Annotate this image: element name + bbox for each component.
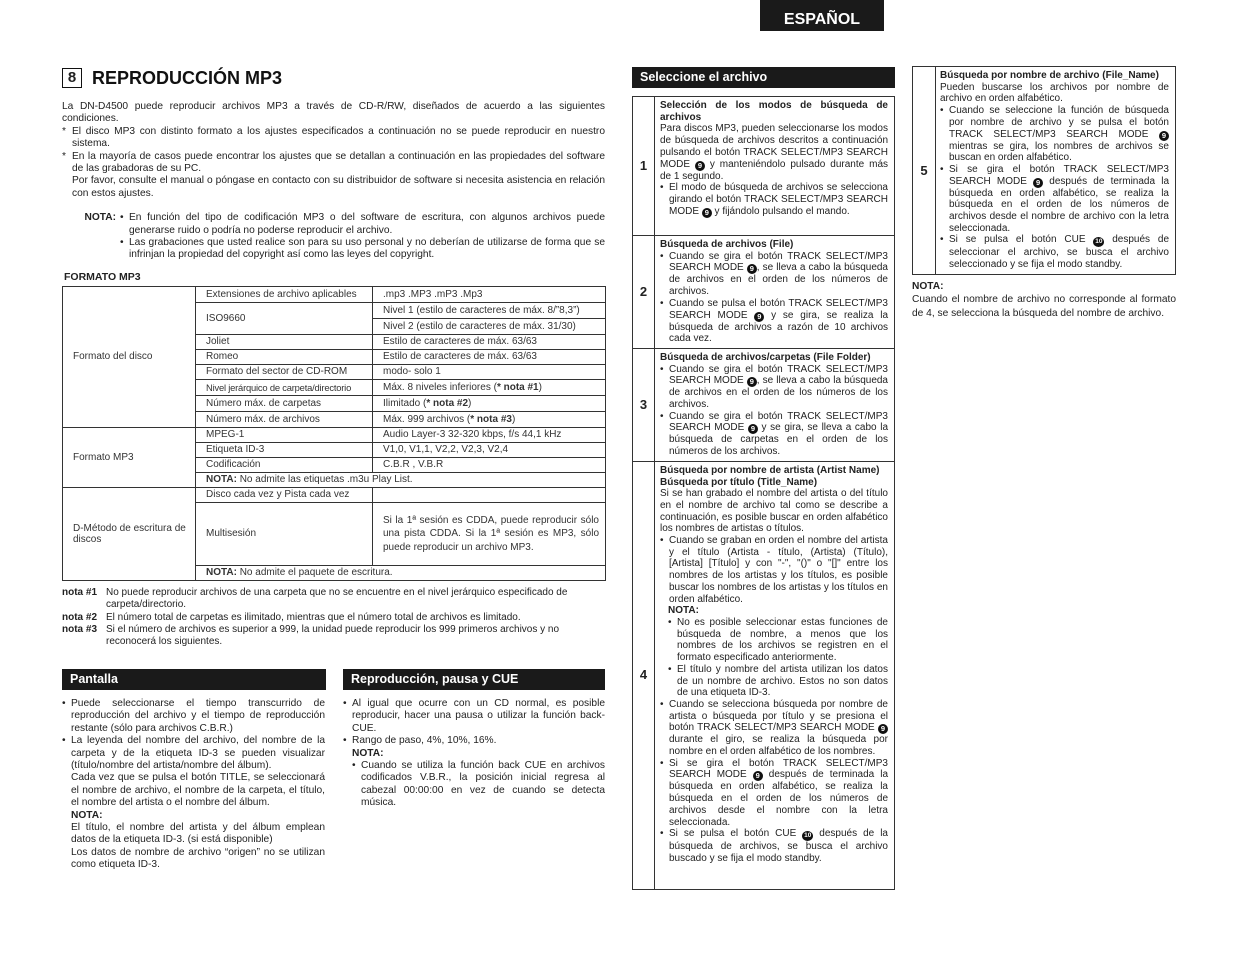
table-cell: Nivel jerárquico de carpeta/directorio — [196, 380, 373, 396]
step-number: 4 — [633, 461, 655, 889]
reproduccion-body: • Al igual que ocurre con un CD normal, es posible reproducir, hacer una pausa o utilizar la función back-CUE. • Rango de paso, 4%, 10%, 16%. NOTA: • Cuando se utiliza la función back CUE en archivos codificados V.B.R., la posición inicial regresa al cabezal 00:00:00 en vez de cuando se detecta música. — [343, 698, 605, 809]
table-cell: Joliet — [196, 335, 373, 350]
knob-9-icon: 9 — [747, 264, 757, 274]
pantalla-text: Cada vez que se pulsa el botón TITLE, se seleccionará el nombre de archivo, el nombre de la carpeta, el título, el nombre del artista o el nombre del álbum. — [71, 772, 325, 809]
knob-9-icon: 9 — [754, 312, 764, 322]
table-cell: Nivel 1 (estilo de caracteres de máx. 8/”8,3”) — [373, 303, 606, 319]
knob-9-icon: 9 — [702, 208, 712, 218]
step-row — [633, 97, 895, 236]
step-number: 1 — [633, 97, 655, 236]
table-row — [63, 428, 606, 443]
steps-table — [632, 96, 895, 890]
table-cell: NOTA: No admite el paquete de escritura. — [196, 566, 606, 581]
seleccione-nota — [912, 281, 1176, 320]
table-cell: modo- solo 1 — [373, 365, 606, 380]
step-text: Búsqueda por nombre de archivo (File_Name) Pueden buscarse los archivos por nombre de archivo en orden alfabético. • Cuando se seleccione la función de búsqueda por nombre de archivo y se pulsa el botón TRACK SELECT/MP3 SEARCH MODE 9 mientras se gira, los nombres de archivos se buscan en orden alfabético. • Si se gira el botón TRACK SELECT/MP3 SEARCH MODE 9 después de terminada la búsqueda en orden alfabético, se realiza la búsqueda en el orden de los números de archivos desde el nombre de archivo con la letra seleccionada. • Si se pulsa el botón CUE 10 después de seleccionar el archivo, se busca el archivo seleccionado y se fija el modo standby. — [936, 67, 1176, 275]
pantalla-text: El título, el nombre del artista y del álbum emplean datos de la etiqueta ID-3. (si está disponible) — [71, 822, 325, 846]
knob-9-icon: 9 — [1159, 131, 1169, 141]
intro-asterisk-2: * En la mayoría de casos puede encontrar los ajustes que se detallan a continuación en las propiedades del software de las grabadoras de su PC. — [62, 150, 605, 175]
table-cell: Etiqueta ID-3 — [196, 443, 373, 458]
knob-9-icon: 9 — [1033, 178, 1043, 188]
table-cell: MPEG-1 — [196, 428, 373, 443]
cue-button-10-icon: 10 — [804, 832, 812, 840]
table-cell: .mp3 .MP3 .mP3 .Mp3 — [373, 287, 606, 303]
table-cell: Número máx. de archivos — [196, 412, 373, 428]
intro-paragraph: La DN-D4500 puede reproducir archivos MP3 a través de CD-R/RW, diseñados de acuerdo a las siguientes condiciones. — [62, 101, 605, 125]
table-cell: V1,0, V1,1, V2,2, V2,3, V2,4 — [373, 443, 606, 458]
step5-table — [912, 66, 1176, 275]
format-group-mp3: Formato MP3 — [63, 428, 196, 488]
cue-button-10-icon: 10 — [1095, 238, 1103, 246]
pantalla-heading: Pantalla — [62, 669, 326, 690]
step-text: Búsqueda de archivos (File) • Cuando se gira el botón TRACK SELECT/MP3 SEARCH MODE 9 , se lleva a cabo la búsqueda de archivos en el orden de los números de archivos. • Cuando se pulsa el botón TRACK SELECT/MP3 SEARCH MODE 9 y se gira, se realiza la búsqueda de archivos a razón de 10 archivos cada vez. — [655, 236, 895, 349]
reproduccion-heading: Reproducción, pausa y CUE — [343, 669, 605, 690]
step-row — [633, 461, 895, 889]
format-title: FORMATO MP3 — [64, 271, 141, 283]
table-row — [63, 488, 606, 503]
knob-9-icon: 9 — [747, 377, 757, 387]
table-cell: ISO9660 — [196, 303, 373, 335]
table-cell: Ilimitado (* nota #2) — [373, 396, 606, 412]
reproduccion-nota-label: NOTA: — [352, 747, 384, 759]
step-row — [633, 348, 895, 461]
table-cell: C.B.R , V.B.R — [373, 458, 606, 473]
table-cell: Máx. 999 archivos (* nota #3) — [373, 412, 606, 428]
seleccione-nota-text: Cuando el nombre de archivo no corresponde al formato de 4, se selecciona la búsqueda del nombre de archivo. — [912, 294, 1176, 319]
pantalla-text: Los datos de nombre de archivo “origen” no se utilizan como etiqueta ID-3. — [71, 846, 325, 871]
footnote: nota #2 El número total de carpetas es ilimitado, mientras que el número total de archivos es limitado. — [62, 611, 521, 623]
intro-asterisk-2b: Por favor, consulte el manual o póngase en contacto con su distribuidor de software si necesita asistencia en relación con estos ajustes. — [72, 175, 605, 199]
section-number: 8 — [62, 68, 82, 88]
page-title: REPRODUCCIÓN MP3 — [92, 67, 283, 88]
language-tab: ESPAÑOL — [760, 0, 884, 31]
table-cell: Extensiones de archivo aplicables — [196, 287, 373, 303]
table-cell: Nivel 2 (estilo de caracteres de máx. 31/30) — [373, 319, 606, 335]
step-text: Búsqueda de archivos/carpetas (File Folder) • Cuando se gira el botón TRACK SELECT/MP3 SEARCH MODE 9 , se lleva a cabo la búsqueda de archivos en el orden de los números de los archivos. • Cuando se gira el botón TRACK SELECT/MP3 SEARCH MODE 9 y se gira, se lleva a cabo la búsqueda de carpetas en el orden de los números de los archivos. — [655, 348, 895, 461]
table-cell: Número máx. de carpetas — [196, 396, 373, 412]
step-text: Selección de los modos de búsqueda de archivos Para discos MP3, pueden seleccionarse los modos de búsqueda de archivos descritos a continuación pulsando el botón TRACK SELECT/MP3 SEARCH MODE 9 y manteniéndolo pulsado durante más de 1 segundo. • El modo de búsqueda de archivos se selecciona girando el botón TRACK SELECT/MP3 SEARCH MODE 9 y fijándolo pulsando el mando. — [655, 97, 895, 236]
knob-9-icon: 9 — [753, 771, 763, 781]
intro-asterisk-1: * El disco MP3 con distinto formato a los ajustes especificados a continuación no se puede reproducir en nuestro sistema. — [62, 125, 605, 150]
table-cell: Romeo — [196, 350, 373, 365]
table-cell: Multisesión — [196, 503, 373, 566]
seleccione-nota-label: NOTA: — [912, 281, 944, 292]
table-cell: Si la 1ª sesión es CDDA, puede reproducir sólo una pista CDDA. Si la 1ª sesión es MP3, sólo puede reproducir un archivo MP3. — [373, 503, 606, 566]
knob-9-icon: 9 — [878, 724, 888, 734]
knob-9-icon: 9 — [695, 161, 705, 171]
table-cell: Codificación — [196, 458, 373, 473]
footnote: nota #1 No puede reproducir archivos de una carpeta que no se encuentre en el nivel jerárquico especificado de carpeta/directorio. — [62, 587, 568, 611]
intro-nota: NOTA: • En función del tipo de codificación MP3 o del software de escritura, con algunos archivos puede generarse ruido o podría no poderse reproducir el archivo. • Las grabaciones que usted realice son para su uso personal y no deberían de utilizarse de forma que se infrinjan la propiedad del copyright así como las leyes del copyright. — [84, 212, 605, 261]
footnotes — [62, 587, 607, 648]
table-cell: Disco cada vez y Pista cada vez — [196, 488, 373, 503]
intro — [62, 101, 605, 262]
step-number: 2 — [633, 236, 655, 349]
format-table — [62, 286, 606, 581]
step-row — [913, 67, 1176, 275]
pantalla-body: • Puede seleccionarse el tiempo transcurrido de reproducción del archivo y el tiempo de reproducción restante (sólo para archivos C.B.R.) • La leyenda del nombre del archivo, del nombre de la carpeta y de la etiqueta ID-3 se pueden visualizar (título/nombre del artista/nombre del álbum). Cada vez que se pulsa el botón TITLE, se seleccionará el nombre de archivo, el nombre de la carpeta, el título, el nombre del artista o el nombre del álbum. NOTA: El título, el nombre del artista y del álbum emplean datos de la etiqueta ID-3. (si está disponible) Los datos de nombre de archivo “origen” no se utilizan como etiqueta ID-3. — [62, 698, 325, 871]
step-number: 3 — [633, 348, 655, 461]
pantalla-nota-label: NOTA: — [71, 809, 103, 821]
table-cell: Audio Layer-3 32-320 kbps, f/s 44,1 kHz — [373, 428, 606, 443]
table-cell: NOTA: No admite las etiquetas .m3u Play List. — [196, 473, 606, 488]
table-cell: Estilo de caracteres de máx. 63/63 — [373, 350, 606, 365]
knob-9-icon: 9 — [748, 424, 758, 434]
footnote: nota #3 Si el número de archivos es superior a 999, la unidad puede reproducir los 999 primeros archivos y no reconocerá los siguientes. — [62, 623, 560, 648]
step-number: 5 — [913, 67, 936, 275]
table-cell: Estilo de caracteres de máx. 63/63 — [373, 335, 606, 350]
table-cell: Máx. 8 niveles inferiores (* nota #1) — [373, 380, 606, 396]
step-text: Búsqueda por nombre de artista (Artist Name) Búsqueda por título (Title_Name) Si se han grabado el nombre del artista o del título en el nombre de archivo tal como se describe a continuación, es posible buscar en orden alfabético los nombres de artistas o títulos. • Cuando se graban en orden el nombre del artista y el título (Artista - título, (Artista) (Título), [Artista] [Título] y con "-", "()" o "[]" entre los nombres de los artistas y los títulos, es posible buscar los nombres de los artistas y los títulos en orden alfabético. NOTA: • No es posible seleccionar estas funciones de búsqueda de nombre, a menos que los nombres de los archivos se registren en el formato especificado anteriormente. • El título y nombre del artista utilizan los datos de un nombre de archivo. Estos no son datos de una etiqueta ID-3. • Cuando se selecciona búsqueda por nombre de artista o búsqueda por título y se presiona el botón TRACK SELECT/MP3 SEARCH MODE 9 durante el giro, se realiza la búsqueda por nombre en el orden alfabético de los nombres. • Si se gira el botón TRACK SELECT/MP3 SEARCH MODE 9 después de terminada la búsqueda en orden alfabético, se realiza la búsqueda en el orden de los números de archivos desde el nombre con la letra seleccionada. • Si se pulsa el botón CUE 10 después de la búsqueda de archivos, se busca el archivo buscado y se fija el modo standby. — [655, 461, 895, 889]
table-cell: Formato del sector de CD-ROM — [196, 365, 373, 380]
section-header — [62, 66, 282, 90]
format-group-write: D-Método de escritura de discos — [63, 488, 196, 581]
step-row — [633, 236, 895, 349]
seleccione-heading: Seleccione el archivo — [632, 67, 895, 88]
table-row — [63, 287, 606, 303]
format-group-disc: Formato del disco — [63, 287, 196, 428]
table-cell — [373, 488, 606, 503]
